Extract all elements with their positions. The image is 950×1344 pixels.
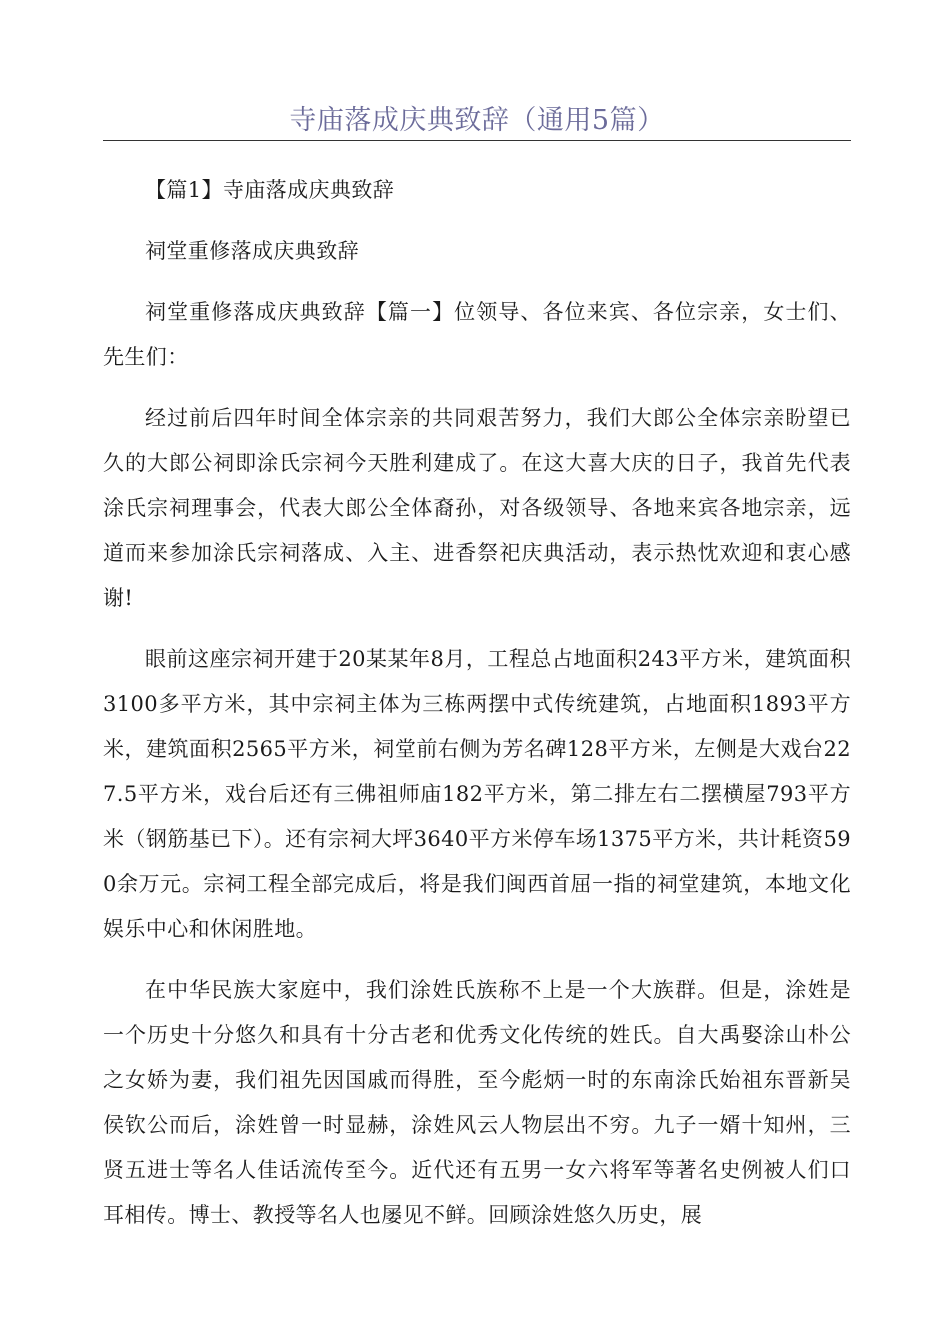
paragraph: 眼前这座宗祠开建于20某某年8月，工程总占地面积243平方米，建筑面积3100多平方米，其中宗祠主体为三栋两摆中式传统建筑，占地面积1893平方米，建筑面积2565平方米，祠堂前右侧为芳名碑128平方米，左侧是大戏台227.5平方米，戏台后还有三佛祖师庙182平方米，第二排左右二摆横屋793平方米（钢筋基已下）。还有宗祠大坪3640平方米停车场1375平方米，共计耗资590余万元。宗祠工程全部完成后，将是我们闽西首屈一指的祠堂建筑，本地文化娱乐中心和休闲胜地。 <box>103 647 851 941</box>
paragraph: 在中华民族大家庭中，我们涂姓氏族称不上是一个大族群。但是，涂姓是一个历史十分悠久和具有十分古老和优秀文化传统的姓氏。自大禹娶涂山朴公之女娇为妻，我们祖先因国戚而得胜，至今彪炳一时的东南涂氏始祖东晋新吴侯钦公而后，涂姓曾一时显赫，涂姓风云人物层出不穷。九子一婿十知州，三贤五进士等名人佳话流传至今。近代还有五男一女六将军等著名史例被人们口耳相传。博士、教授等名人也屡见不鲜。回顾涂姓悠久历史，展 <box>103 978 851 1227</box>
paragraph: 祠堂重修落成庆典致辞【篇一】位领导、各位来宾、各位宗亲，女士们、先生们： <box>103 300 851 369</box>
document-title: 寺庙落成庆典致辞（通用5篇） <box>289 105 665 136</box>
title-underline <box>103 140 851 141</box>
section-heading: 【篇1】寺庙落成庆典致辞 <box>145 178 395 202</box>
paragraph: 经过前后四年时间全体宗亲的共同艰苦努力，我们大郎公全体宗亲盼望已久的大郎公祠即涂氏宗祠今天胜利建成了。在这大喜大庆的日子，我首先代表涂氏宗祠理事会，代表大郎公全体裔孙，对各级领导、各地来宾各地宗亲，远道而来参加涂氏宗祠落成、入主、进香祭祀庆典活动，表示热忱欢迎和衷心感谢! <box>103 406 851 610</box>
document-body <box>103 168 851 1238</box>
subheading: 祠堂重修落成庆典致辞 <box>145 239 359 263</box>
